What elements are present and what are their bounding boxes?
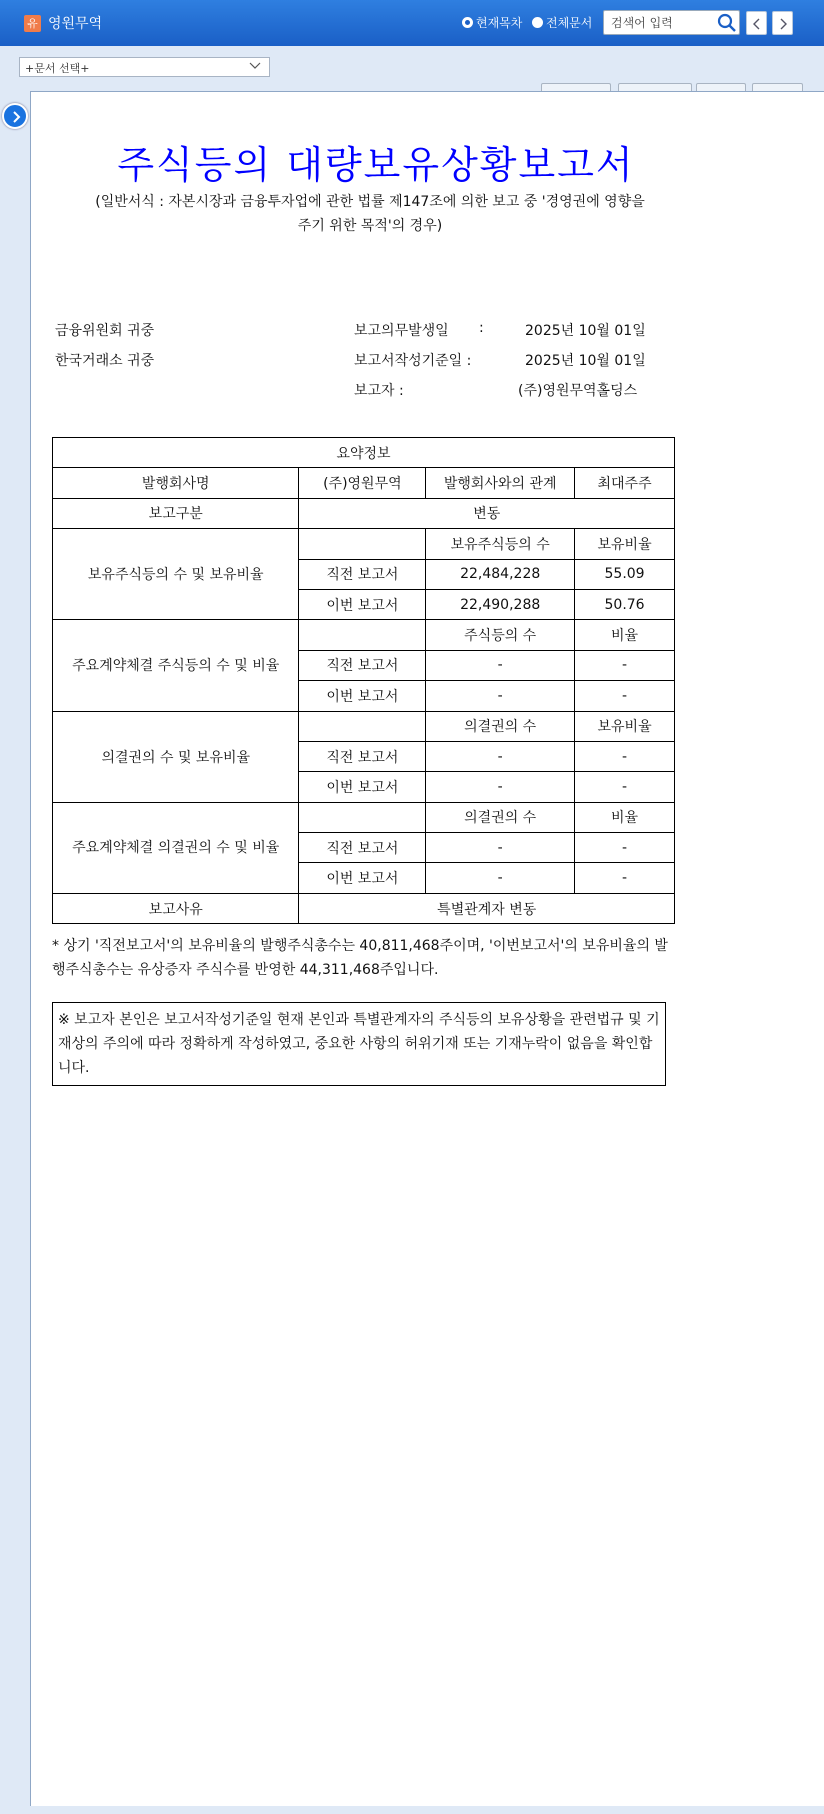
document-select[interactable] (19, 57, 270, 77)
column-header: 비율 (575, 802, 675, 832)
company-name[interactable]: 영원무역 (48, 16, 103, 32)
table-cell: - (426, 681, 575, 711)
column-header: 비율 (575, 620, 675, 650)
table-cell: - (426, 650, 575, 680)
column-header: 의결권의 수 (426, 802, 575, 832)
radio-all-docs-label: 전체문서 (546, 16, 593, 30)
reason-label: 보고사유 (53, 893, 299, 923)
chevron-right-icon (778, 18, 788, 30)
document-subtitle (55, 190, 685, 238)
table-cell: - (575, 681, 675, 711)
table-cell: - (575, 650, 675, 680)
report-type-label: 보고구분 (53, 498, 299, 528)
reporter-label: 보고자 : (354, 383, 404, 399)
column-header: 보유비율 (575, 711, 675, 741)
table-row (53, 438, 675, 468)
report-type-value: 변동 (299, 498, 675, 528)
obligation-date-colon: : (479, 320, 484, 336)
relation-label: 발행회사와의 관계 (426, 468, 575, 498)
table-cell: 22,490,288 (426, 589, 575, 619)
radio-all-docs[interactable] (532, 14, 592, 31)
table-cell: - (575, 863, 675, 893)
section-label: 보유주식등의 수 및 보유비율 (53, 529, 299, 620)
chevron-down-icon (249, 62, 261, 70)
table-cell: - (426, 833, 575, 863)
table-cell: - (575, 741, 675, 771)
column-header: 의결권의 수 (426, 711, 575, 741)
column-header: 보유주식등의 수 (426, 529, 575, 559)
confirmation-notice: ※ 보고자 본인은 보고서작성기준일 현재 본인과 특별관계자의 주식등의 보유상황을 관련법규 및 기재상의 주의에 따라 정확하게 작성하였고, 중요한 사항의 허위기재 또는 기재누락이 없음을 확인합니다. (52, 1002, 666, 1086)
section-label: 의결권의 수 및 보유비율 (53, 711, 299, 802)
section-label: 주요계약체결 주식등의 수 및 비율 (53, 620, 299, 711)
radio-current-toc[interactable] (462, 14, 522, 31)
radio-unselected-icon[interactable] (532, 17, 543, 28)
section-label: 주요계약체결 의결권의 수 및 비율 (53, 802, 299, 893)
document-select-value: +문서 선택+ (25, 62, 90, 75)
addressee-fsc: 금융위원회 귀중 (55, 323, 155, 339)
issuer-value: (주)영원무역 (299, 468, 426, 498)
table-caption: 요약정보 (53, 438, 675, 468)
chevron-left-icon (752, 18, 762, 30)
prev-result-button[interactable] (746, 11, 767, 35)
search-input[interactable]: 검색어 입력 (603, 10, 740, 35)
this-report-label: 이번 보고서 (299, 863, 426, 893)
prev-report-label: 직전 보고서 (299, 559, 426, 589)
sidebar-toggle-button[interactable] (2, 103, 28, 129)
issuer-label: 발행회사명 (53, 468, 299, 498)
table-cell: 50.76 (575, 589, 675, 619)
prev-report-label: 직전 보고서 (299, 741, 426, 771)
obligation-date-label: 보고의무발생일 (354, 323, 449, 339)
prev-report-label: 직전 보고서 (299, 650, 426, 680)
this-report-label: 이번 보고서 (299, 589, 426, 619)
column-header: 주식등의 수 (426, 620, 575, 650)
summary-table (52, 437, 675, 924)
table-row (53, 529, 675, 559)
column-header: 보유비율 (575, 529, 675, 559)
blank-cell (299, 529, 426, 559)
blank-cell (299, 802, 426, 832)
blank-cell (299, 620, 426, 650)
radio-current-toc-label: 현재목차 (476, 16, 523, 30)
chevron-right-icon (11, 111, 21, 123)
table-cell: - (575, 772, 675, 802)
company-logo-icon: 유 (24, 15, 41, 32)
table-cell: - (575, 833, 675, 863)
table-row (53, 893, 675, 923)
next-result-button[interactable] (772, 11, 793, 35)
table-row (53, 802, 675, 832)
this-report-label: 이번 보고서 (299, 681, 426, 711)
search-icon[interactable] (717, 13, 737, 33)
this-report-label: 이번 보고서 (299, 772, 426, 802)
table-row (53, 711, 675, 741)
base-date-label: 보고서작성기준일 : (354, 353, 472, 369)
table-cell: 55.09 (575, 559, 675, 589)
table-row (53, 468, 675, 498)
footnote: * 상기 '직전보고서'의 보유비율의 발행주식총수는 40,811,468주이며, '이번보고서'의 보유비율의 발행주식총수는 유상증자 주식수를 반영한 44,311,468주입니다. (52, 938, 668, 978)
table-cell: - (426, 863, 575, 893)
base-date: 2025년 10월 01일 (525, 353, 646, 369)
prev-report-label: 직전 보고서 (299, 833, 426, 863)
top-header (0, 0, 824, 46)
reason-value: 특별관계자 변동 (299, 893, 675, 923)
blank-cell (299, 711, 426, 741)
document-title: 주식등의 대량보유상황보고서 (117, 143, 635, 187)
obligation-date: 2025년 10월 01일 (525, 323, 646, 339)
table-cell: 22,484,228 (426, 559, 575, 589)
subtitle-line-2: 주기 위한 목적'의 경우) (297, 218, 443, 234)
table-cell: - (426, 741, 575, 771)
table-row (53, 498, 675, 528)
table-cell: - (426, 772, 575, 802)
addressee-krx: 한국거래소 귀중 (55, 353, 155, 369)
subtitle-line-1: (일반서식 : 자본시장과 금융투자업에 관한 법률 제147조에 의한 보고 중 '경영권에 영향을 (95, 194, 645, 210)
reporter-name: (주)영원무역홀딩스 (518, 383, 638, 399)
relation-value: 최대주주 (575, 468, 675, 498)
table-row (53, 620, 675, 650)
document-viewer (30, 91, 824, 1806)
radio-selected-icon[interactable] (462, 17, 473, 28)
